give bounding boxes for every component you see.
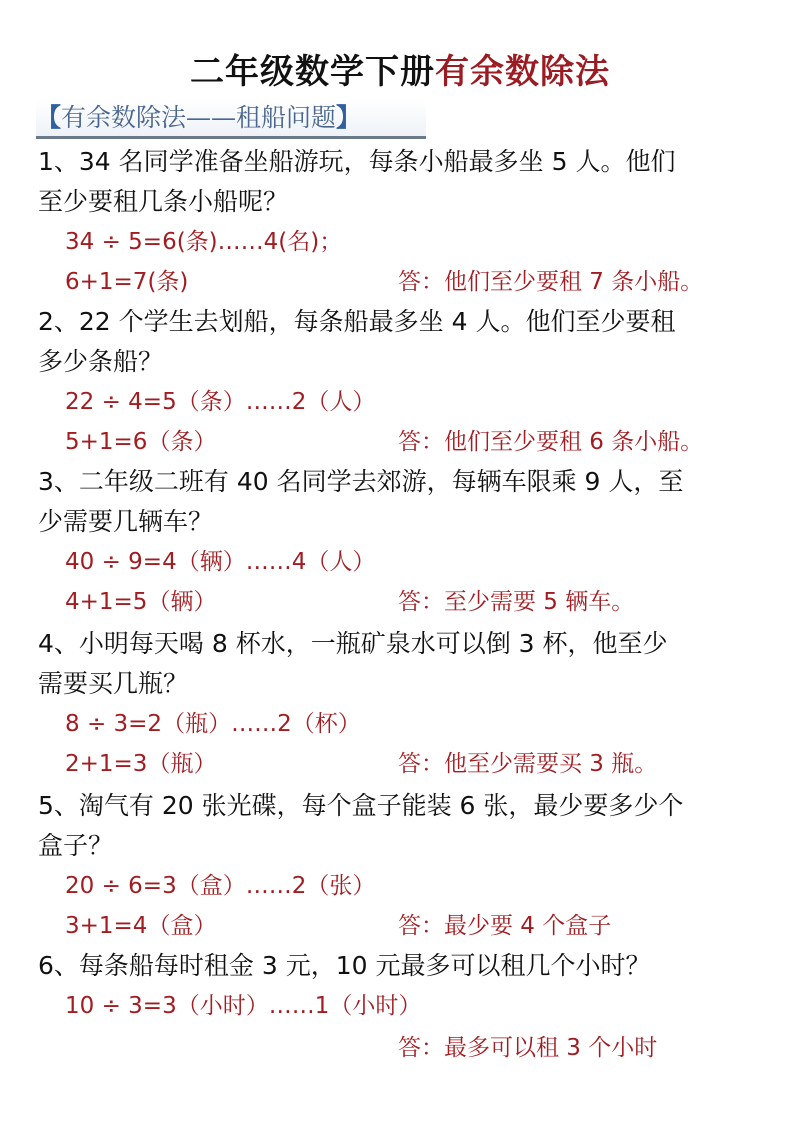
problem-4-calc-1: 8 ÷ 3=2（瓶）……2（杯）	[65, 711, 361, 737]
question-line: 3、二年级二班有 40 名同学去郊游，每辆车限乘 9 人，至	[38, 467, 684, 496]
problem-1-calc-1: 34 ÷ 5=6(条)……4(名)；	[65, 229, 343, 255]
problem-1-question	[38, 142, 768, 222]
question-line: 2、22 个学生去划船，每条船最多坐 4 人。他们至少要租	[38, 307, 676, 336]
question-line: 至少要租几条小船呢？	[38, 187, 289, 216]
title-black: 二年级数学下册	[190, 52, 435, 92]
problem-5-calc-2: 3+1=4（盒）	[65, 913, 217, 939]
bracket-close: 】	[336, 103, 362, 132]
problem-3-question	[38, 462, 768, 542]
problem-4-calc-2: 2+1=3（瓶）	[65, 751, 217, 777]
problem-2-answer: 答：他们至少要租 6 条小船。	[398, 429, 704, 455]
problem-3-answer: 答：至少需要 5 辆车。	[398, 589, 635, 615]
problem-5-calc-1: 20 ÷ 6=3（盒）……2（张）	[65, 873, 376, 899]
problem-1-calc-2: 6+1=7(条)	[65, 269, 189, 295]
question-line: 多少条船？	[38, 347, 164, 376]
question-line: 少需要几辆车？	[38, 507, 214, 536]
problem-6-question	[38, 946, 768, 986]
problem-6-answer: 答：最多可以租 3 个小时	[398, 1035, 658, 1061]
question-line: 5、淘气有 20 张光碟，每个盒子能装 6 张，最少要多少个	[38, 791, 684, 820]
question-line: 需要买几瓶？	[38, 669, 189, 698]
problem-4-answer: 答：他至少需要买 3 瓶。	[398, 751, 658, 777]
question-line: 4、小明每天喝 8 杯水，一瓶矿泉水可以倒 3 杯，他至少	[38, 629, 668, 658]
problem-2-calc-1: 22 ÷ 4=5（条）……2（人）	[65, 389, 376, 415]
title-red: 有余数除法	[435, 52, 610, 92]
problem-6-calc-1: 10 ÷ 3=3（小时）……1（小时）	[65, 993, 422, 1019]
problem-5-question	[38, 786, 768, 866]
question-line: 盒子？	[38, 831, 114, 860]
problem-1-answer: 答：他们至少要租 7 条小船。	[398, 269, 704, 295]
problem-3-calc-2: 4+1=5（辆）	[65, 589, 217, 615]
problem-2-calc-2: 5+1=6（条）	[65, 429, 217, 455]
question-line: 1、34 名同学准备坐船游玩，每条小船最多坐 5 人。他们	[38, 147, 676, 176]
problem-2-question	[38, 302, 768, 382]
bracket-open: 【	[36, 103, 62, 132]
problem-5-answer: 答：最少要 4 个盒子	[398, 913, 612, 939]
problem-4-question	[38, 624, 768, 704]
problem-3-calc-1: 40 ÷ 9=4（辆）……4（人）	[65, 549, 376, 575]
section-subtitle	[36, 100, 426, 139]
question-line: 6、每条船每时租金 3 元，10 元最多可以租几个小时？	[38, 951, 651, 980]
subtitle-text: 有余数除法——租船问题	[61, 103, 337, 132]
page-title	[0, 44, 800, 93]
